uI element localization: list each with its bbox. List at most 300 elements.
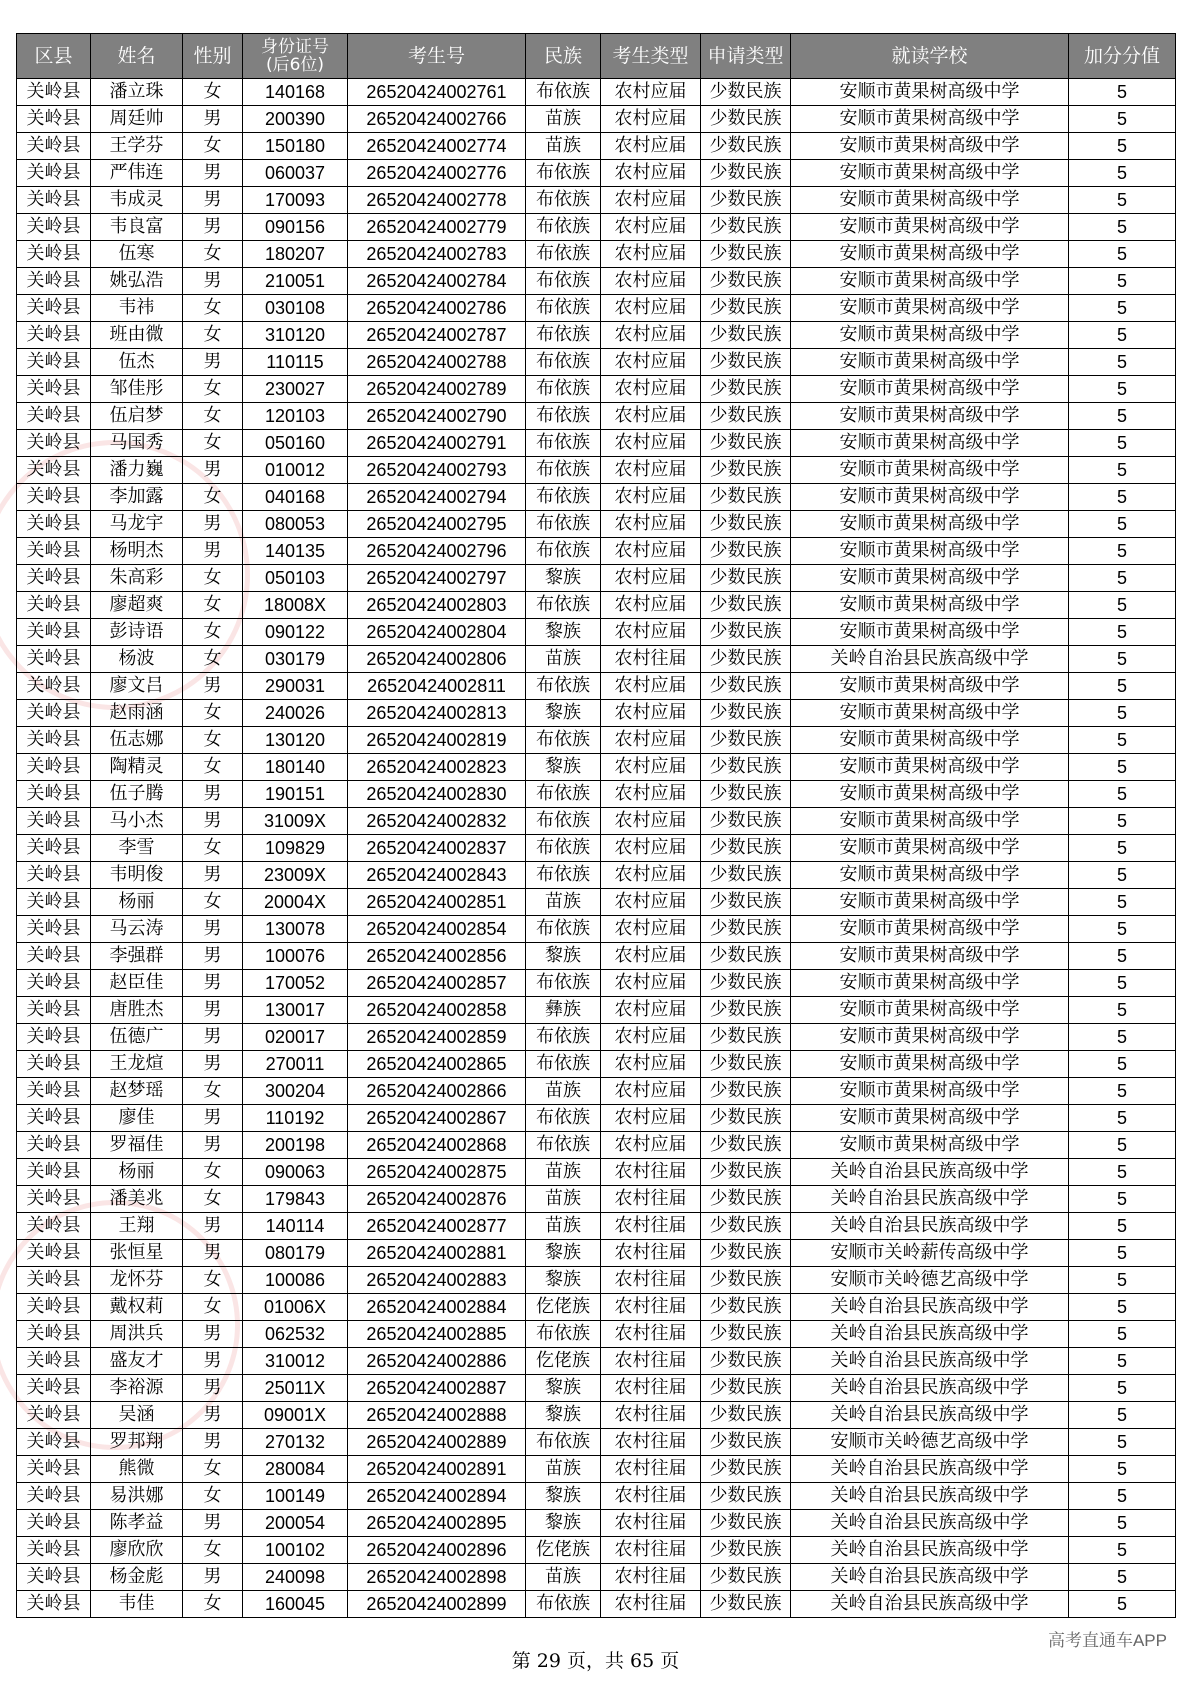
bonus-cell: 5 [1069,1483,1176,1510]
ethnicity-cell: 黎族 [526,1375,601,1402]
student-type-cell: 农村应届 [601,916,701,943]
name-cell: 严伟连 [91,160,183,187]
gender-cell: 女 [183,376,243,403]
exam-number-cell: 26520424002761 [348,79,526,106]
table-row [17,754,1176,781]
table-row [17,1240,1176,1267]
student-type-cell: 农村应届 [601,808,701,835]
id-cell: 062532 [243,1321,348,1348]
exam-number-cell: 26520424002783 [348,241,526,268]
table-row [17,1159,1176,1186]
ethnicity-cell: 彝族 [526,997,601,1024]
school-cell: 关岭自治县民族高级中学 [791,1213,1069,1240]
county-cell: 关岭县 [17,970,91,997]
table-row [17,916,1176,943]
table-row [17,1267,1176,1294]
gender-cell: 女 [183,835,243,862]
gender-cell: 女 [183,754,243,781]
school-cell: 关岭自治县民族高级中学 [791,1321,1069,1348]
bonus-cell: 5 [1069,403,1176,430]
table-row [17,1510,1176,1537]
county-cell: 关岭县 [17,106,91,133]
apply-type-cell: 少数民族 [701,349,791,376]
exam-number-cell: 26520424002875 [348,1159,526,1186]
student-type-cell: 农村应届 [601,322,701,349]
name-cell: 伍德广 [91,1024,183,1051]
header-school: 就读学校 [791,34,1069,79]
id-cell: 030108 [243,295,348,322]
ethnicity-cell: 苗族 [526,889,601,916]
student-type-cell: 农村应届 [601,376,701,403]
name-cell: 杨丽 [91,1159,183,1186]
apply-type-cell: 少数民族 [701,808,791,835]
apply-type-cell: 少数民族 [701,187,791,214]
gender-cell: 男 [183,997,243,1024]
school-cell: 安顺市黄果树高级中学 [791,781,1069,808]
gender-cell: 男 [183,943,243,970]
apply-type-cell: 少数民族 [701,214,791,241]
apply-type-cell: 少数民族 [701,1591,791,1618]
school-cell: 安顺市黄果树高级中学 [791,619,1069,646]
apply-type-cell: 少数民族 [701,484,791,511]
school-cell: 安顺市黄果树高级中学 [791,1078,1069,1105]
student-type-cell: 农村应届 [601,700,701,727]
ethnicity-cell: 布依族 [526,781,601,808]
bonus-cell: 5 [1069,322,1176,349]
student-type-cell: 农村往届 [601,1294,701,1321]
id-cell: 140114 [243,1213,348,1240]
school-cell: 安顺市黄果树高级中学 [791,700,1069,727]
bonus-cell: 5 [1069,1294,1176,1321]
county-cell: 关岭县 [17,1078,91,1105]
school-cell: 安顺市关岭德艺高级中学 [791,1429,1069,1456]
exam-number-cell: 26520424002843 [348,862,526,889]
ethnicity-cell: 布依族 [526,808,601,835]
table-row [17,700,1176,727]
apply-type-cell: 少数民族 [701,268,791,295]
school-cell: 安顺市黄果树高级中学 [791,1105,1069,1132]
county-cell: 关岭县 [17,1375,91,1402]
name-cell: 杨明杰 [91,538,183,565]
county-cell: 关岭县 [17,1564,91,1591]
exam-number-cell: 26520424002887 [348,1375,526,1402]
exam-number-cell: 26520424002885 [348,1321,526,1348]
bonus-cell: 5 [1069,1105,1176,1132]
ethnicity-cell: 仡佬族 [526,1294,601,1321]
name-cell: 伍寒 [91,241,183,268]
name-cell: 伍子腾 [91,781,183,808]
id-cell: 030179 [243,646,348,673]
county-cell: 关岭县 [17,1294,91,1321]
table-row [17,187,1176,214]
student-type-cell: 农村应届 [601,1051,701,1078]
id-cell: 23009X [243,862,348,889]
bonus-cell: 5 [1069,1186,1176,1213]
apply-type-cell: 少数民族 [701,646,791,673]
ethnicity-cell: 黎族 [526,700,601,727]
ethnicity-cell: 布依族 [526,511,601,538]
school-cell: 安顺市黄果树高级中学 [791,970,1069,997]
student-type-cell: 农村应届 [601,943,701,970]
document-page [16,33,1176,1618]
gender-cell: 男 [183,781,243,808]
exam-number-cell: 26520424002889 [348,1429,526,1456]
county-cell: 关岭县 [17,1348,91,1375]
student-type-cell: 农村应届 [601,430,701,457]
table-row [17,1051,1176,1078]
ethnicity-cell: 布依族 [526,538,601,565]
apply-type-cell: 少数民族 [701,889,791,916]
apply-type-cell: 少数民族 [701,1078,791,1105]
name-cell: 邹佳彤 [91,376,183,403]
exam-number-cell: 26520424002778 [348,187,526,214]
student-type-cell: 农村应届 [601,565,701,592]
school-cell: 安顺市黄果树高级中学 [791,727,1069,754]
gender-cell: 男 [183,1024,243,1051]
ethnicity-cell: 苗族 [526,646,601,673]
id-cell: 300204 [243,1078,348,1105]
county-cell: 关岭县 [17,1510,91,1537]
id-cell: 110192 [243,1105,348,1132]
student-type-cell: 农村应届 [601,673,701,700]
id-cell: 090122 [243,619,348,646]
bonus-cell: 5 [1069,592,1176,619]
bonus-cell: 5 [1069,538,1176,565]
name-cell: 廖佳 [91,1105,183,1132]
county-cell: 关岭县 [17,673,91,700]
ethnicity-cell: 苗族 [526,1213,601,1240]
id-cell: 109829 [243,835,348,862]
gender-cell: 男 [183,1105,243,1132]
exam-number-cell: 26520424002774 [348,133,526,160]
ethnicity-cell: 布依族 [526,1024,601,1051]
school-cell: 安顺市黄果树高级中学 [791,322,1069,349]
id-cell: 200054 [243,1510,348,1537]
table-row [17,511,1176,538]
header-id-number [243,34,348,79]
exam-number-cell: 26520424002891 [348,1456,526,1483]
county-cell: 关岭县 [17,916,91,943]
exam-number-cell: 26520424002830 [348,781,526,808]
county-cell: 关岭县 [17,1159,91,1186]
exam-number-cell: 26520424002876 [348,1186,526,1213]
exam-number-cell: 26520424002794 [348,484,526,511]
student-type-cell: 农村应届 [601,754,701,781]
school-cell: 关岭自治县民族高级中学 [791,1483,1069,1510]
apply-type-cell: 少数民族 [701,538,791,565]
gender-cell: 男 [183,214,243,241]
county-cell: 关岭县 [17,1132,91,1159]
id-cell: 050160 [243,430,348,457]
id-cell: 150180 [243,133,348,160]
bonus-cell: 5 [1069,808,1176,835]
name-cell: 李裕源 [91,1375,183,1402]
header-student-type: 考生类型 [601,34,701,79]
apply-type-cell: 少数民族 [701,916,791,943]
ethnicity-cell: 黎族 [526,754,601,781]
exam-number-cell: 26520424002883 [348,1267,526,1294]
id-cell: 040168 [243,484,348,511]
table-row [17,1078,1176,1105]
header-name: 姓名 [91,34,183,79]
exam-number-cell: 26520424002795 [348,511,526,538]
bonus-cell: 5 [1069,727,1176,754]
gender-cell: 女 [183,1294,243,1321]
name-cell: 张恒星 [91,1240,183,1267]
student-type-cell: 农村往届 [601,1240,701,1267]
county-cell: 关岭县 [17,835,91,862]
ethnicity-cell: 黎族 [526,1267,601,1294]
name-cell: 彭诗语 [91,619,183,646]
apply-type-cell: 少数民族 [701,1456,791,1483]
apply-type-cell: 少数民族 [701,79,791,106]
id-cell: 020017 [243,1024,348,1051]
school-cell: 安顺市黄果树高级中学 [791,997,1069,1024]
table-row [17,1375,1176,1402]
school-cell: 安顺市黄果树高级中学 [791,592,1069,619]
county-cell: 关岭县 [17,241,91,268]
name-cell: 韦祎 [91,295,183,322]
gender-cell: 女 [183,700,243,727]
gender-cell: 男 [183,268,243,295]
county-cell: 关岭县 [17,1024,91,1051]
exam-number-cell: 26520424002899 [348,1591,526,1618]
gender-cell: 女 [183,295,243,322]
school-cell: 安顺市黄果树高级中学 [791,79,1069,106]
exam-number-cell: 26520424002851 [348,889,526,916]
name-cell: 廖文吕 [91,673,183,700]
table-row [17,295,1176,322]
bonus-cell: 5 [1069,1429,1176,1456]
gender-cell: 男 [183,160,243,187]
id-cell: 080053 [243,511,348,538]
apply-type-cell: 少数民族 [701,619,791,646]
bonus-cell: 5 [1069,673,1176,700]
gender-cell: 男 [183,1564,243,1591]
exam-number-cell: 26520424002819 [348,727,526,754]
student-type-cell: 农村应届 [601,727,701,754]
apply-type-cell: 少数民族 [701,106,791,133]
table-row [17,835,1176,862]
student-type-cell: 农村往届 [601,1591,701,1618]
table-row [17,1591,1176,1618]
school-cell: 关岭自治县民族高级中学 [791,1564,1069,1591]
county-cell: 关岭县 [17,700,91,727]
bonus-cell: 5 [1069,1240,1176,1267]
id-cell: 25011X [243,1375,348,1402]
county-cell: 关岭县 [17,619,91,646]
name-cell: 姚弘浩 [91,268,183,295]
table-row [17,565,1176,592]
name-cell: 廖超爽 [91,592,183,619]
table-row [17,106,1176,133]
ethnicity-cell: 仡佬族 [526,1348,601,1375]
school-cell: 安顺市黄果树高级中学 [791,241,1069,268]
table-row [17,646,1176,673]
apply-type-cell: 少数民族 [701,943,791,970]
school-cell: 关岭自治县民族高级中学 [791,1591,1069,1618]
ethnicity-cell: 布依族 [526,835,601,862]
apply-type-cell: 少数民族 [701,1375,791,1402]
gender-cell: 女 [183,646,243,673]
school-cell: 安顺市黄果树高级中学 [791,295,1069,322]
bonus-cell: 5 [1069,997,1176,1024]
ethnicity-cell: 布依族 [526,457,601,484]
school-cell: 安顺市黄果树高级中学 [791,430,1069,457]
table-row [17,430,1176,457]
county-cell: 关岭县 [17,889,91,916]
brand-watermark: 高考直通车APP [1047,1631,1167,1650]
exam-number-cell: 26520424002832 [348,808,526,835]
apply-type-cell: 少数民族 [701,835,791,862]
id-cell: 050103 [243,565,348,592]
exam-number-cell: 26520424002786 [348,295,526,322]
ethnicity-cell: 布依族 [526,79,601,106]
apply-type-cell: 少数民族 [701,970,791,997]
exam-number-cell: 26520424002804 [348,619,526,646]
table-row [17,79,1176,106]
name-cell: 唐胜杰 [91,997,183,1024]
gender-cell: 女 [183,1591,243,1618]
bonus-points-table [16,33,1176,1618]
bonus-cell: 5 [1069,457,1176,484]
bonus-cell: 5 [1069,106,1176,133]
student-type-cell: 农村往届 [601,1267,701,1294]
school-cell: 安顺市黄果树高级中学 [791,349,1069,376]
table-row [17,484,1176,511]
apply-type-cell: 少数民族 [701,1483,791,1510]
name-cell: 廖欣欣 [91,1537,183,1564]
student-type-cell: 农村往届 [601,1321,701,1348]
bonus-cell: 5 [1069,862,1176,889]
student-type-cell: 农村应届 [601,1078,701,1105]
ethnicity-cell: 黎族 [526,943,601,970]
apply-type-cell: 少数民族 [701,1510,791,1537]
table-row [17,1483,1176,1510]
apply-type-cell: 少数民族 [701,1267,791,1294]
school-cell: 安顺市黄果树高级中学 [791,133,1069,160]
school-cell: 安顺市黄果树高级中学 [791,538,1069,565]
county-cell: 关岭县 [17,511,91,538]
student-type-cell: 农村应届 [601,1105,701,1132]
gender-cell: 男 [183,457,243,484]
id-cell: 20004X [243,889,348,916]
ethnicity-cell: 布依族 [526,160,601,187]
school-cell: 关岭自治县民族高级中学 [791,1456,1069,1483]
student-type-cell: 农村应届 [601,835,701,862]
student-type-cell: 农村应届 [601,349,701,376]
header-exam-number: 考生号 [348,34,526,79]
student-type-cell: 农村应届 [601,457,701,484]
exam-number-cell: 26520424002779 [348,214,526,241]
header-gender: 性别 [183,34,243,79]
name-cell: 韦成灵 [91,187,183,214]
student-type-cell: 农村应届 [601,214,701,241]
apply-type-cell: 少数民族 [701,295,791,322]
gender-cell: 男 [183,1429,243,1456]
bonus-cell: 5 [1069,619,1176,646]
county-cell: 关岭县 [17,79,91,106]
gender-cell: 男 [183,1051,243,1078]
exam-number-cell: 26520424002895 [348,1510,526,1537]
gender-cell: 男 [183,862,243,889]
id-cell: 290031 [243,673,348,700]
bonus-cell: 5 [1069,214,1176,241]
header-id-number-line2: (后6位) [265,55,325,75]
ethnicity-cell: 苗族 [526,1159,601,1186]
id-cell: 130120 [243,727,348,754]
gender-cell: 男 [183,349,243,376]
exam-number-cell: 26520424002865 [348,1051,526,1078]
bonus-cell: 5 [1069,565,1176,592]
gender-cell: 女 [183,322,243,349]
id-cell: 100076 [243,943,348,970]
name-cell: 马国秀 [91,430,183,457]
apply-type-cell: 少数民族 [701,322,791,349]
id-cell: 240026 [243,700,348,727]
table-row [17,1456,1176,1483]
apply-type-cell: 少数民族 [701,565,791,592]
bonus-cell: 5 [1069,1159,1176,1186]
exam-number-cell: 26520424002894 [348,1483,526,1510]
school-cell: 安顺市黄果树高级中学 [791,673,1069,700]
student-type-cell: 农村应届 [601,133,701,160]
school-cell: 安顺市黄果树高级中学 [791,754,1069,781]
gender-cell: 女 [183,241,243,268]
student-type-cell: 农村应届 [601,592,701,619]
table-header-row [17,34,1176,79]
student-type-cell: 农村应届 [601,1132,701,1159]
apply-type-cell: 少数民族 [701,862,791,889]
name-cell: 李强群 [91,943,183,970]
table-row [17,1402,1176,1429]
school-cell: 安顺市黄果树高级中学 [791,565,1069,592]
school-cell: 关岭自治县民族高级中学 [791,646,1069,673]
gender-cell: 女 [183,484,243,511]
student-type-cell: 农村往届 [601,1159,701,1186]
id-cell: 170052 [243,970,348,997]
table-row [17,1564,1176,1591]
apply-type-cell: 少数民族 [701,781,791,808]
county-cell: 关岭县 [17,295,91,322]
county-cell: 关岭县 [17,538,91,565]
school-cell: 安顺市黄果树高级中学 [791,511,1069,538]
table-row [17,241,1176,268]
county-cell: 关岭县 [17,646,91,673]
table-row [17,970,1176,997]
exam-number-cell: 26520424002766 [348,106,526,133]
exam-number-cell: 26520424002888 [348,1402,526,1429]
student-type-cell: 农村应届 [601,268,701,295]
school-cell: 安顺市黄果树高级中学 [791,106,1069,133]
school-cell: 关岭自治县民族高级中学 [791,1375,1069,1402]
ethnicity-cell: 黎族 [526,565,601,592]
id-cell: 09001X [243,1402,348,1429]
school-cell: 安顺市黄果树高级中学 [791,862,1069,889]
bonus-cell: 5 [1069,295,1176,322]
bonus-cell: 5 [1069,916,1176,943]
student-type-cell: 农村应届 [601,619,701,646]
apply-type-cell: 少数民族 [701,1024,791,1051]
table-row [17,889,1176,916]
name-cell: 龙怀芬 [91,1267,183,1294]
id-cell: 190151 [243,781,348,808]
page-number: 第 29 页，共 65 页 [511,1650,680,1672]
exam-number-cell: 26520424002789 [348,376,526,403]
apply-type-cell: 少数民族 [701,592,791,619]
id-cell: 270011 [243,1051,348,1078]
student-type-cell: 农村往届 [601,1537,701,1564]
